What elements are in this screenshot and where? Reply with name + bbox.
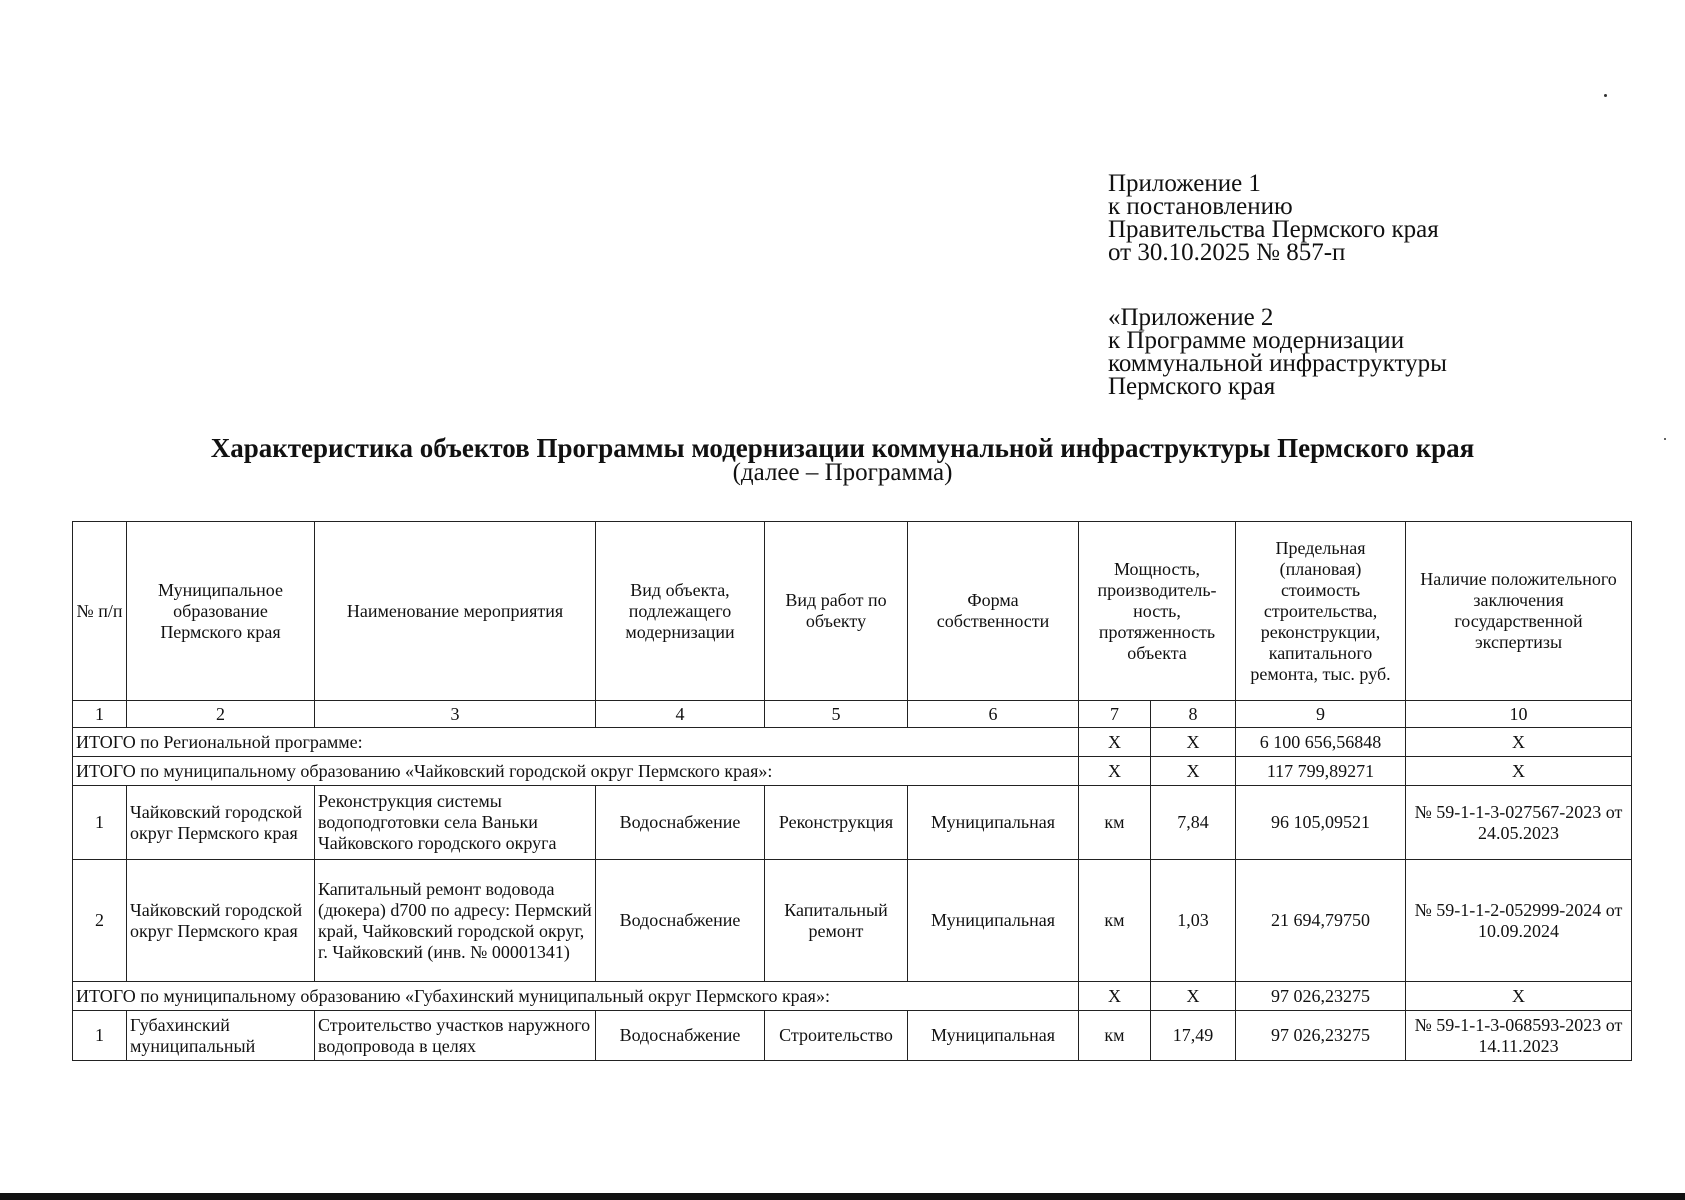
column-number-row — [73, 701, 1632, 728]
object-type-cell: Водоснабжение — [596, 786, 765, 860]
annex-1-line: Приложение 1 — [1108, 170, 1261, 197]
objects-table — [72, 521, 1632, 1061]
total-cell: X — [1406, 982, 1632, 1011]
unit-cell: км — [1079, 860, 1151, 982]
table-row — [73, 786, 1632, 860]
header-cell: Наличие положительного заключения государственной экспертизы — [1406, 522, 1632, 701]
header-cell: № п/п — [73, 522, 127, 701]
column-number: 4 — [596, 701, 765, 728]
total-cell: X — [1151, 728, 1236, 757]
annex-2-line: Пермского края — [1108, 373, 1276, 400]
unit-cell: км — [1079, 786, 1151, 860]
total-cost: 117 799,89271 — [1236, 757, 1406, 786]
table-row — [73, 1011, 1632, 1061]
capacity-cell: 7,84 — [1151, 786, 1236, 860]
municipality-cell: Чайковский городской округ Пермского края — [127, 860, 315, 982]
ownership-cell: Муниципальная — [908, 1011, 1079, 1061]
object-type-cell: Водоснабжение — [596, 1011, 765, 1061]
header-cell: Мощность, производитель-ность, протяженность объекта — [1079, 522, 1236, 701]
total-regional-row — [73, 728, 1632, 757]
annex-1-line: Правительства Пермского края — [1108, 216, 1439, 243]
total-chaikovsky-row — [73, 757, 1632, 786]
total-cell: X — [1151, 982, 1236, 1011]
total-cell: X — [1406, 728, 1632, 757]
measure-name-cell: Реконструкция системы водоподготовки села Ваньки Чайковского городского округа — [315, 786, 596, 860]
work-type-cell: Капитальный ремонт — [765, 860, 908, 982]
measure-name-cell: Строительство участков наружного водопровода в целях — [315, 1011, 596, 1061]
header-cell: Наименование мероприятия — [315, 522, 596, 701]
expertise-cell: № 59-1-1-3-027567-2023 от 24.05.2023 — [1406, 786, 1632, 860]
column-number: 2 — [127, 701, 315, 728]
document-title — [0, 435, 1685, 485]
total-cell: X — [1406, 757, 1632, 786]
document-title-main: Характеристика объектов Программы модернизации коммунальной инфраструктуры Пермского края — [210, 433, 1475, 463]
unit-cell: км — [1079, 1011, 1151, 1061]
annex-2-line: коммунальной инфраструктуры — [1108, 350, 1447, 377]
column-number: 7 — [1079, 701, 1151, 728]
row-number: 2 — [73, 860, 127, 982]
table-row — [73, 860, 1632, 982]
annex-1-line: к постановлению — [1108, 193, 1293, 220]
measure-name-cell: Капитальный ремонт водовода (дюкера) d700 по адресу: Пермский край, Чайковский городской округ, г. Чайковский (инв. № 00001341) — [315, 860, 596, 982]
expertise-cell: № 59-1-1-3-068593-2023 от 14.11.2023 — [1406, 1011, 1632, 1061]
cost-cell: 96 105,09521 — [1236, 786, 1406, 860]
ownership-cell: Муниципальная — [908, 860, 1079, 982]
object-type-cell: Водоснабжение — [596, 860, 765, 982]
document-title-sub: (далее – Программа) — [732, 459, 953, 486]
column-number: 3 — [315, 701, 596, 728]
annex-2-heading — [1108, 306, 1447, 398]
municipality-cell: Чайковский городской округ Пермского края — [127, 786, 315, 860]
row-number: 1 — [73, 1011, 127, 1061]
column-number: 1 — [73, 701, 127, 728]
total-cell: X — [1151, 757, 1236, 786]
column-number: 9 — [1236, 701, 1406, 728]
header-cell: Вид объекта, подлежащего модернизации — [596, 522, 765, 701]
work-type-cell: Строительство — [765, 1011, 908, 1061]
annex-2-line: к Программе модернизации — [1108, 327, 1405, 354]
total-cell: X — [1079, 757, 1151, 786]
header-cell: Форма собственности — [908, 522, 1079, 701]
table-header-row — [73, 522, 1632, 701]
work-type-cell: Реконструкция — [765, 786, 908, 860]
row-number: 1 — [73, 786, 127, 860]
scan-speck — [1604, 94, 1607, 97]
column-number: 5 — [765, 701, 908, 728]
capacity-cell: 1,03 — [1151, 860, 1236, 982]
total-cost: 6 100 656,56848 — [1236, 728, 1406, 757]
column-number: 8 — [1151, 701, 1236, 728]
scan-speck — [1664, 438, 1666, 440]
annex-1-heading — [1108, 172, 1439, 264]
total-cell: X — [1079, 982, 1151, 1011]
capacity-cell: 17,49 — [1151, 1011, 1236, 1061]
header-cell: Вид работ по объекту — [765, 522, 908, 701]
total-cost: 97 026,23275 — [1236, 982, 1406, 1011]
column-number: 6 — [908, 701, 1079, 728]
header-cell: Предельная (плановая) стоимость строительства, реконструкции, капитального ремонта, тыс. руб. — [1236, 522, 1406, 701]
column-number: 10 — [1406, 701, 1632, 728]
total-gubakha-row — [73, 982, 1632, 1011]
cost-cell: 97 026,23275 — [1236, 1011, 1406, 1061]
ownership-cell: Муниципальная — [908, 786, 1079, 860]
total-label: ИТОГО по муниципальному образованию «Губахинский муниципальный округ Пермского края»: — [73, 982, 1079, 1011]
scan-edge-line — [0, 1193, 1685, 1200]
annex-1-line: от 30.10.2025 № 857-п — [1108, 239, 1346, 266]
annex-2-line: «Приложение 2 — [1108, 304, 1274, 331]
cost-cell: 21 694,79750 — [1236, 860, 1406, 982]
total-cell: X — [1079, 728, 1151, 757]
total-label: ИТОГО по муниципальному образованию «Чайковский городской округ Пермского края»: — [73, 757, 1079, 786]
municipality-cell: Губахинский муниципальный — [127, 1011, 315, 1061]
header-cell: Муниципальное образование Пермского края — [127, 522, 315, 701]
total-label: ИТОГО по Региональной программе: — [73, 728, 1079, 757]
expertise-cell: № 59-1-1-2-052999-2024 от 10.09.2024 — [1406, 860, 1632, 982]
